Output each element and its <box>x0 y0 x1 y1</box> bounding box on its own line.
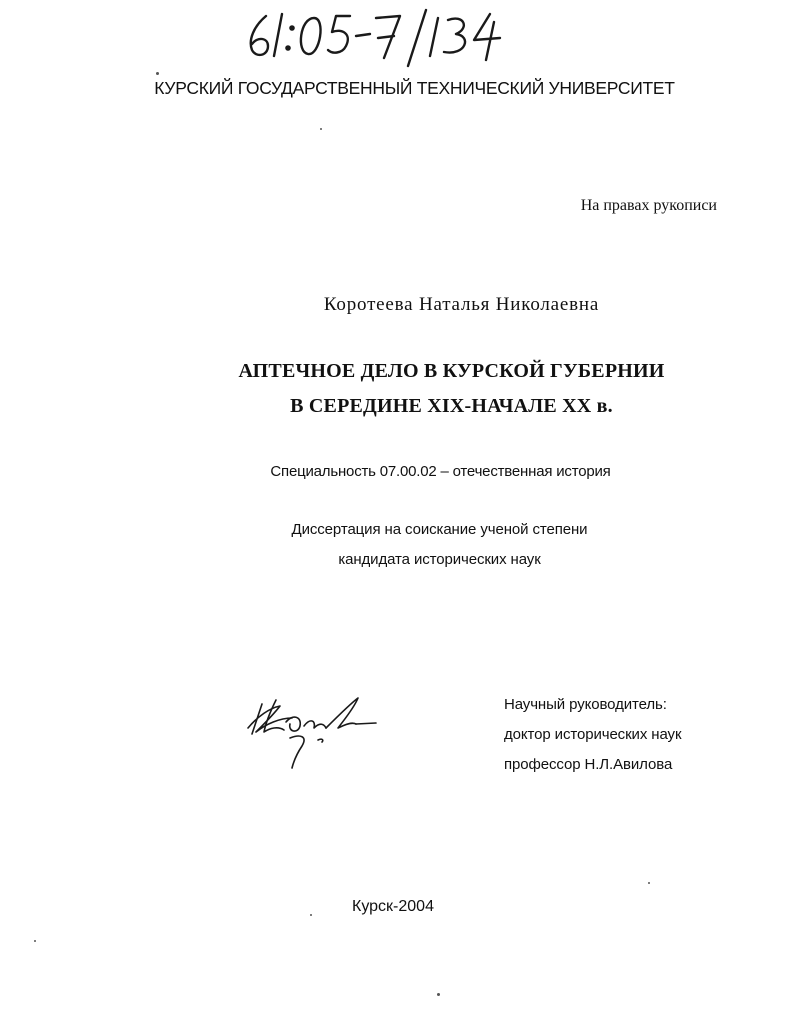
scan-speck <box>320 128 322 130</box>
supervisor-degree: доктор исторических наук <box>504 726 682 743</box>
scan-speck <box>310 914 312 916</box>
author-name: Коротеева Наталья Николаевна <box>323 294 600 315</box>
signature-image <box>240 688 390 772</box>
rights-note: На правах рукописи <box>580 197 717 214</box>
scan-speck <box>34 940 36 942</box>
scan-speck <box>648 882 650 884</box>
thesis-title-line-1: АПТЕЧНОЕ ДЕЛО В КУРСКОЙ ГУБЕРНИИ <box>238 360 665 382</box>
supervisor-name: профессор Н.Л.Авилова <box>504 756 673 773</box>
city-year: Курск-2004 <box>352 898 434 915</box>
dissertation-line-1: Диссертация на соискание ученой степени <box>291 521 588 538</box>
archive-number-handwriting <box>238 4 518 70</box>
supervisor-label: Научный руководитель: <box>504 696 667 713</box>
university-name: КУРСКИЙ ГОСУДАРСТВЕННЫЙ ТЕХНИЧЕСКИЙ УНИВЕРСИТЕТ <box>154 78 675 98</box>
dissertation-line-2: кандидата исторических наук <box>338 551 541 568</box>
scan-speck <box>156 72 159 75</box>
specialty: Специальность 07.00.02 – отечественная история <box>270 463 611 480</box>
scan-speck <box>437 993 440 996</box>
thesis-title-line-2: В СЕРЕДИНЕ XIX-НАЧАЛЕ XX в. <box>290 395 613 417</box>
